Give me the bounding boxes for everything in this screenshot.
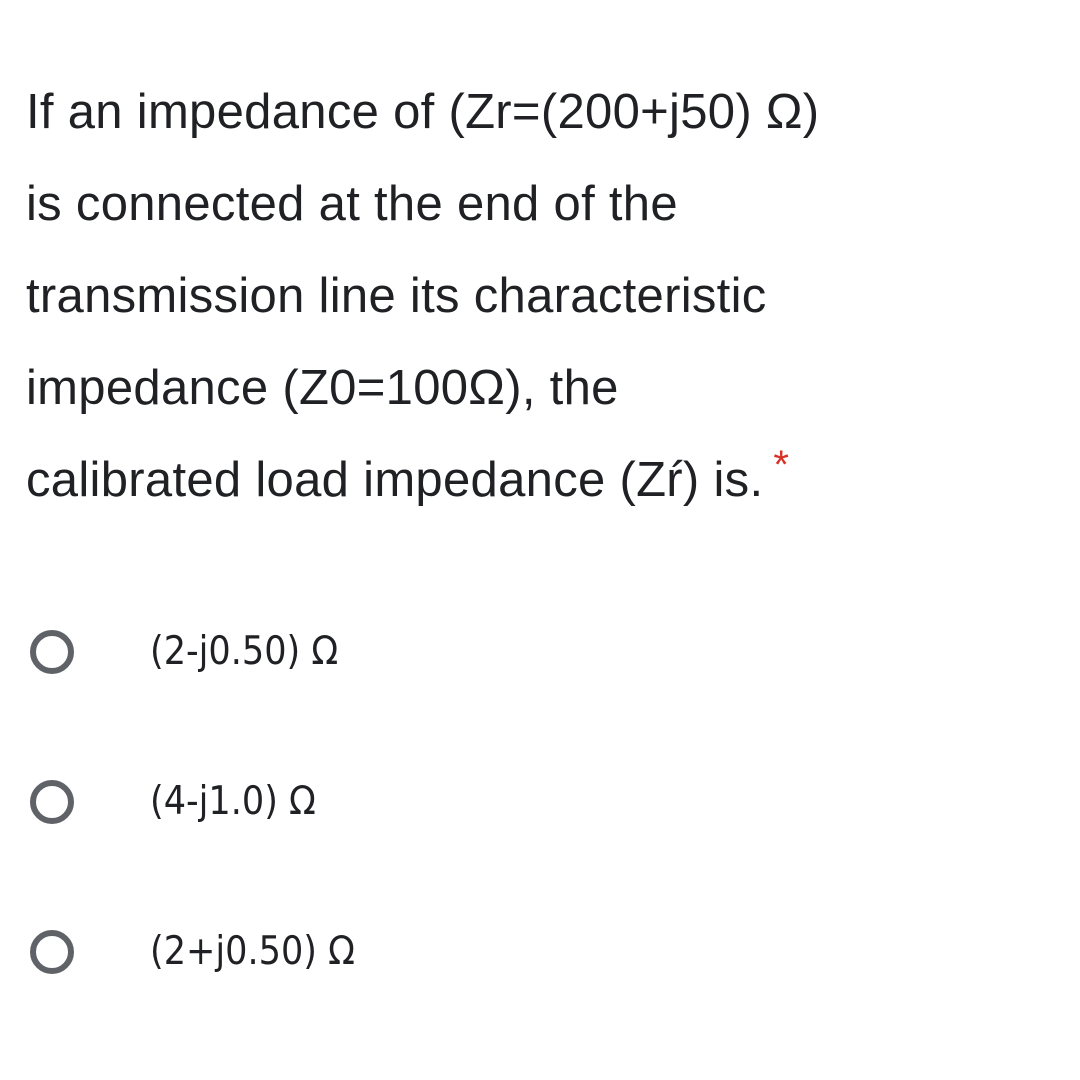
radio-button-icon[interactable] <box>30 930 74 974</box>
option-label[interactable]: (4-j1.0) Ω <box>150 779 316 824</box>
option-3[interactable] <box>30 930 355 1080</box>
question-line: transmission line its characteristic <box>26 269 767 323</box>
radio-button-icon[interactable] <box>30 630 74 674</box>
question-line-last <box>26 434 1066 529</box>
radio-button-icon[interactable] <box>30 780 74 824</box>
question-line: impedance (Z0=100Ω), the <box>26 361 619 415</box>
answer-options <box>30 630 355 1080</box>
option-label[interactable]: (2-j0.50) Ω <box>150 629 339 674</box>
option-label[interactable]: (2+j0.50) Ω <box>150 929 355 974</box>
question-line: is connected at the end of the <box>26 177 678 231</box>
option-2[interactable] <box>30 780 355 930</box>
question-line: calibrated load impedance (Zŕ) is. <box>26 453 764 507</box>
option-1[interactable] <box>30 630 355 780</box>
question-text <box>26 66 1066 529</box>
required-asterisk: * <box>773 443 790 487</box>
question-line: If an impedance of (Zr=(200+j50) Ω) <box>26 85 820 139</box>
